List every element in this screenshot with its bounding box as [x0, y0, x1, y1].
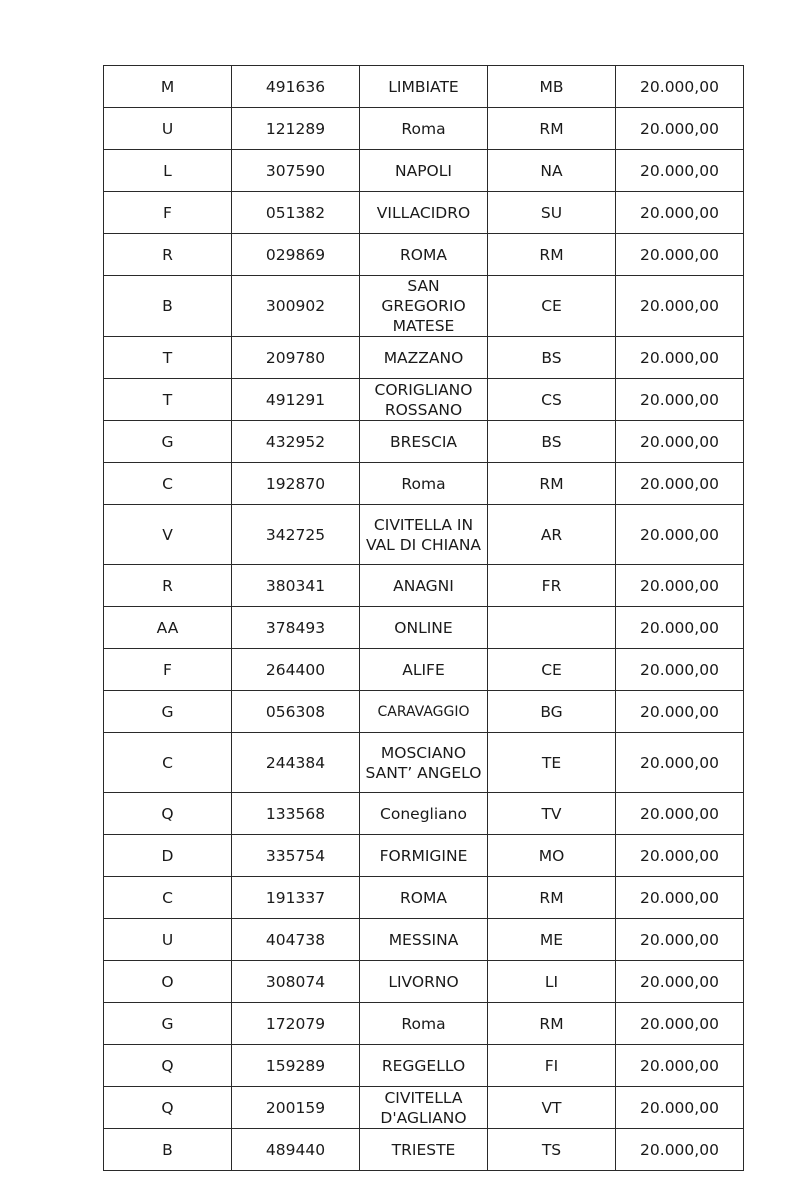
id-cell: 380341 — [232, 565, 360, 607]
province-cell: TV — [488, 793, 616, 835]
amount-cell: 20.000,00 — [616, 337, 744, 379]
code-cell: R — [104, 234, 232, 276]
id-cell: 200159 — [232, 1087, 360, 1129]
id-cell: 432952 — [232, 421, 360, 463]
province-cell: RM — [488, 877, 616, 919]
table-row — [104, 1045, 744, 1087]
amount-cell: 20.000,00 — [616, 66, 744, 108]
city-cell: Conegliano — [360, 793, 488, 835]
amount-cell: 20.000,00 — [616, 793, 744, 835]
id-cell: 133568 — [232, 793, 360, 835]
province-cell: BS — [488, 337, 616, 379]
id-cell: 051382 — [232, 192, 360, 234]
amount-cell: 20.000,00 — [616, 108, 744, 150]
data-table — [103, 65, 744, 1171]
amount-cell: 20.000,00 — [616, 1129, 744, 1171]
amount-cell: 20.000,00 — [616, 234, 744, 276]
id-cell: 209780 — [232, 337, 360, 379]
table-body — [104, 66, 744, 1171]
city-cell: Roma — [360, 463, 488, 505]
id-cell: 378493 — [232, 607, 360, 649]
table-row — [104, 337, 744, 379]
amount-cell: 20.000,00 — [616, 733, 744, 793]
amount-cell: 20.000,00 — [616, 1045, 744, 1087]
code-cell: C — [104, 877, 232, 919]
table-row — [104, 1003, 744, 1045]
id-cell: 491291 — [232, 379, 360, 421]
city-cell: TRIESTE — [360, 1129, 488, 1171]
code-cell: R — [104, 565, 232, 607]
id-cell: 491636 — [232, 66, 360, 108]
amount-cell: 20.000,00 — [616, 421, 744, 463]
province-cell: MB — [488, 66, 616, 108]
city-cell: BRESCIA — [360, 421, 488, 463]
amount-cell: 20.000,00 — [616, 192, 744, 234]
table-row — [104, 835, 744, 877]
table-row — [104, 919, 744, 961]
table-row — [104, 379, 744, 421]
province-cell: RM — [488, 234, 616, 276]
code-cell: B — [104, 1129, 232, 1171]
province-cell: BG — [488, 691, 616, 733]
province-cell — [488, 607, 616, 649]
table-row — [104, 649, 744, 691]
city-cell: CORIGLIANO ROSSANO — [360, 379, 488, 421]
province-cell: LI — [488, 961, 616, 1003]
id-cell: 335754 — [232, 835, 360, 877]
city-cell: ALIFE — [360, 649, 488, 691]
id-cell: 192870 — [232, 463, 360, 505]
province-cell: FR — [488, 565, 616, 607]
id-cell: 244384 — [232, 733, 360, 793]
table-row — [104, 877, 744, 919]
code-cell: U — [104, 919, 232, 961]
city-cell: ONLINE — [360, 607, 488, 649]
amount-cell: 20.000,00 — [616, 505, 744, 565]
code-cell: O — [104, 961, 232, 1003]
id-cell: 308074 — [232, 961, 360, 1003]
table-row — [104, 150, 744, 192]
code-cell: V — [104, 505, 232, 565]
code-cell: Q — [104, 793, 232, 835]
province-cell: NA — [488, 150, 616, 192]
table-row — [104, 1087, 744, 1129]
id-cell: 172079 — [232, 1003, 360, 1045]
table-row — [104, 463, 744, 505]
province-cell: TE — [488, 733, 616, 793]
amount-cell: 20.000,00 — [616, 565, 744, 607]
province-cell: ME — [488, 919, 616, 961]
table-row — [104, 276, 744, 337]
id-cell: 342725 — [232, 505, 360, 565]
city-cell: LIVORNO — [360, 961, 488, 1003]
id-cell: 264400 — [232, 649, 360, 691]
id-cell: 191337 — [232, 877, 360, 919]
amount-cell: 20.000,00 — [616, 919, 744, 961]
city-cell: ANAGNI — [360, 565, 488, 607]
province-cell: RM — [488, 1003, 616, 1045]
code-cell: G — [104, 691, 232, 733]
table-row — [104, 961, 744, 1003]
city-cell: Roma — [360, 108, 488, 150]
id-cell: 121289 — [232, 108, 360, 150]
city-cell: CIVITELLA D'AGLIANO — [360, 1087, 488, 1129]
code-cell: G — [104, 1003, 232, 1045]
amount-cell: 20.000,00 — [616, 1003, 744, 1045]
id-cell: 300902 — [232, 276, 360, 337]
city-cell: CIVITELLA IN VAL DI CHIANA — [360, 505, 488, 565]
province-cell: RM — [488, 463, 616, 505]
amount-cell: 20.000,00 — [616, 607, 744, 649]
id-cell: 404738 — [232, 919, 360, 961]
city-cell: VILLACIDRO — [360, 192, 488, 234]
code-cell: Q — [104, 1087, 232, 1129]
amount-cell: 20.000,00 — [616, 463, 744, 505]
province-cell: TS — [488, 1129, 616, 1171]
amount-cell: 20.000,00 — [616, 877, 744, 919]
amount-cell: 20.000,00 — [616, 691, 744, 733]
code-cell: AA — [104, 607, 232, 649]
table-row — [104, 505, 744, 565]
code-cell: C — [104, 463, 232, 505]
amount-cell: 20.000,00 — [616, 276, 744, 337]
table-row — [104, 691, 744, 733]
province-cell: CE — [488, 649, 616, 691]
table-row — [104, 108, 744, 150]
code-cell: T — [104, 337, 232, 379]
city-cell: ROMA — [360, 234, 488, 276]
city-cell: REGGELLO — [360, 1045, 488, 1087]
amount-cell: 20.000,00 — [616, 961, 744, 1003]
id-cell: 489440 — [232, 1129, 360, 1171]
city-cell: NAPOLI — [360, 150, 488, 192]
code-cell: F — [104, 649, 232, 691]
table-row — [104, 607, 744, 649]
city-cell: MOSCIANO SANT’ ANGELO — [360, 733, 488, 793]
code-cell: F — [104, 192, 232, 234]
id-cell: 029869 — [232, 234, 360, 276]
city-cell: SAN GREGORIO MATESE — [360, 276, 488, 337]
city-cell: MESSINA — [360, 919, 488, 961]
code-cell: U — [104, 108, 232, 150]
city-cell: MAZZANO — [360, 337, 488, 379]
table-row — [104, 66, 744, 108]
code-cell: D — [104, 835, 232, 877]
city-cell: LIMBIATE — [360, 66, 488, 108]
table-row — [104, 733, 744, 793]
amount-cell: 20.000,00 — [616, 379, 744, 421]
province-cell: SU — [488, 192, 616, 234]
city-cell: ROMA — [360, 877, 488, 919]
province-cell: CS — [488, 379, 616, 421]
code-cell: C — [104, 733, 232, 793]
code-cell: G — [104, 421, 232, 463]
table-row — [104, 565, 744, 607]
amount-cell: 20.000,00 — [616, 835, 744, 877]
amount-cell: 20.000,00 — [616, 649, 744, 691]
code-cell: M — [104, 66, 232, 108]
table-row — [104, 793, 744, 835]
city-cell: CARAVAGGIO — [360, 691, 488, 733]
code-cell: L — [104, 150, 232, 192]
id-cell: 159289 — [232, 1045, 360, 1087]
province-cell: FI — [488, 1045, 616, 1087]
province-cell: MO — [488, 835, 616, 877]
province-cell: CE — [488, 276, 616, 337]
province-cell: BS — [488, 421, 616, 463]
amount-cell: 20.000,00 — [616, 1087, 744, 1129]
province-cell: VT — [488, 1087, 616, 1129]
id-cell: 307590 — [232, 150, 360, 192]
city-cell: FORMIGINE — [360, 835, 488, 877]
table-row — [104, 192, 744, 234]
code-cell: B — [104, 276, 232, 337]
code-cell: T — [104, 379, 232, 421]
province-cell: RM — [488, 108, 616, 150]
table-row — [104, 234, 744, 276]
table-row — [104, 1129, 744, 1171]
city-cell: Roma — [360, 1003, 488, 1045]
table-row — [104, 421, 744, 463]
code-cell: Q — [104, 1045, 232, 1087]
province-cell: AR — [488, 505, 616, 565]
amount-cell: 20.000,00 — [616, 150, 744, 192]
id-cell: 056308 — [232, 691, 360, 733]
